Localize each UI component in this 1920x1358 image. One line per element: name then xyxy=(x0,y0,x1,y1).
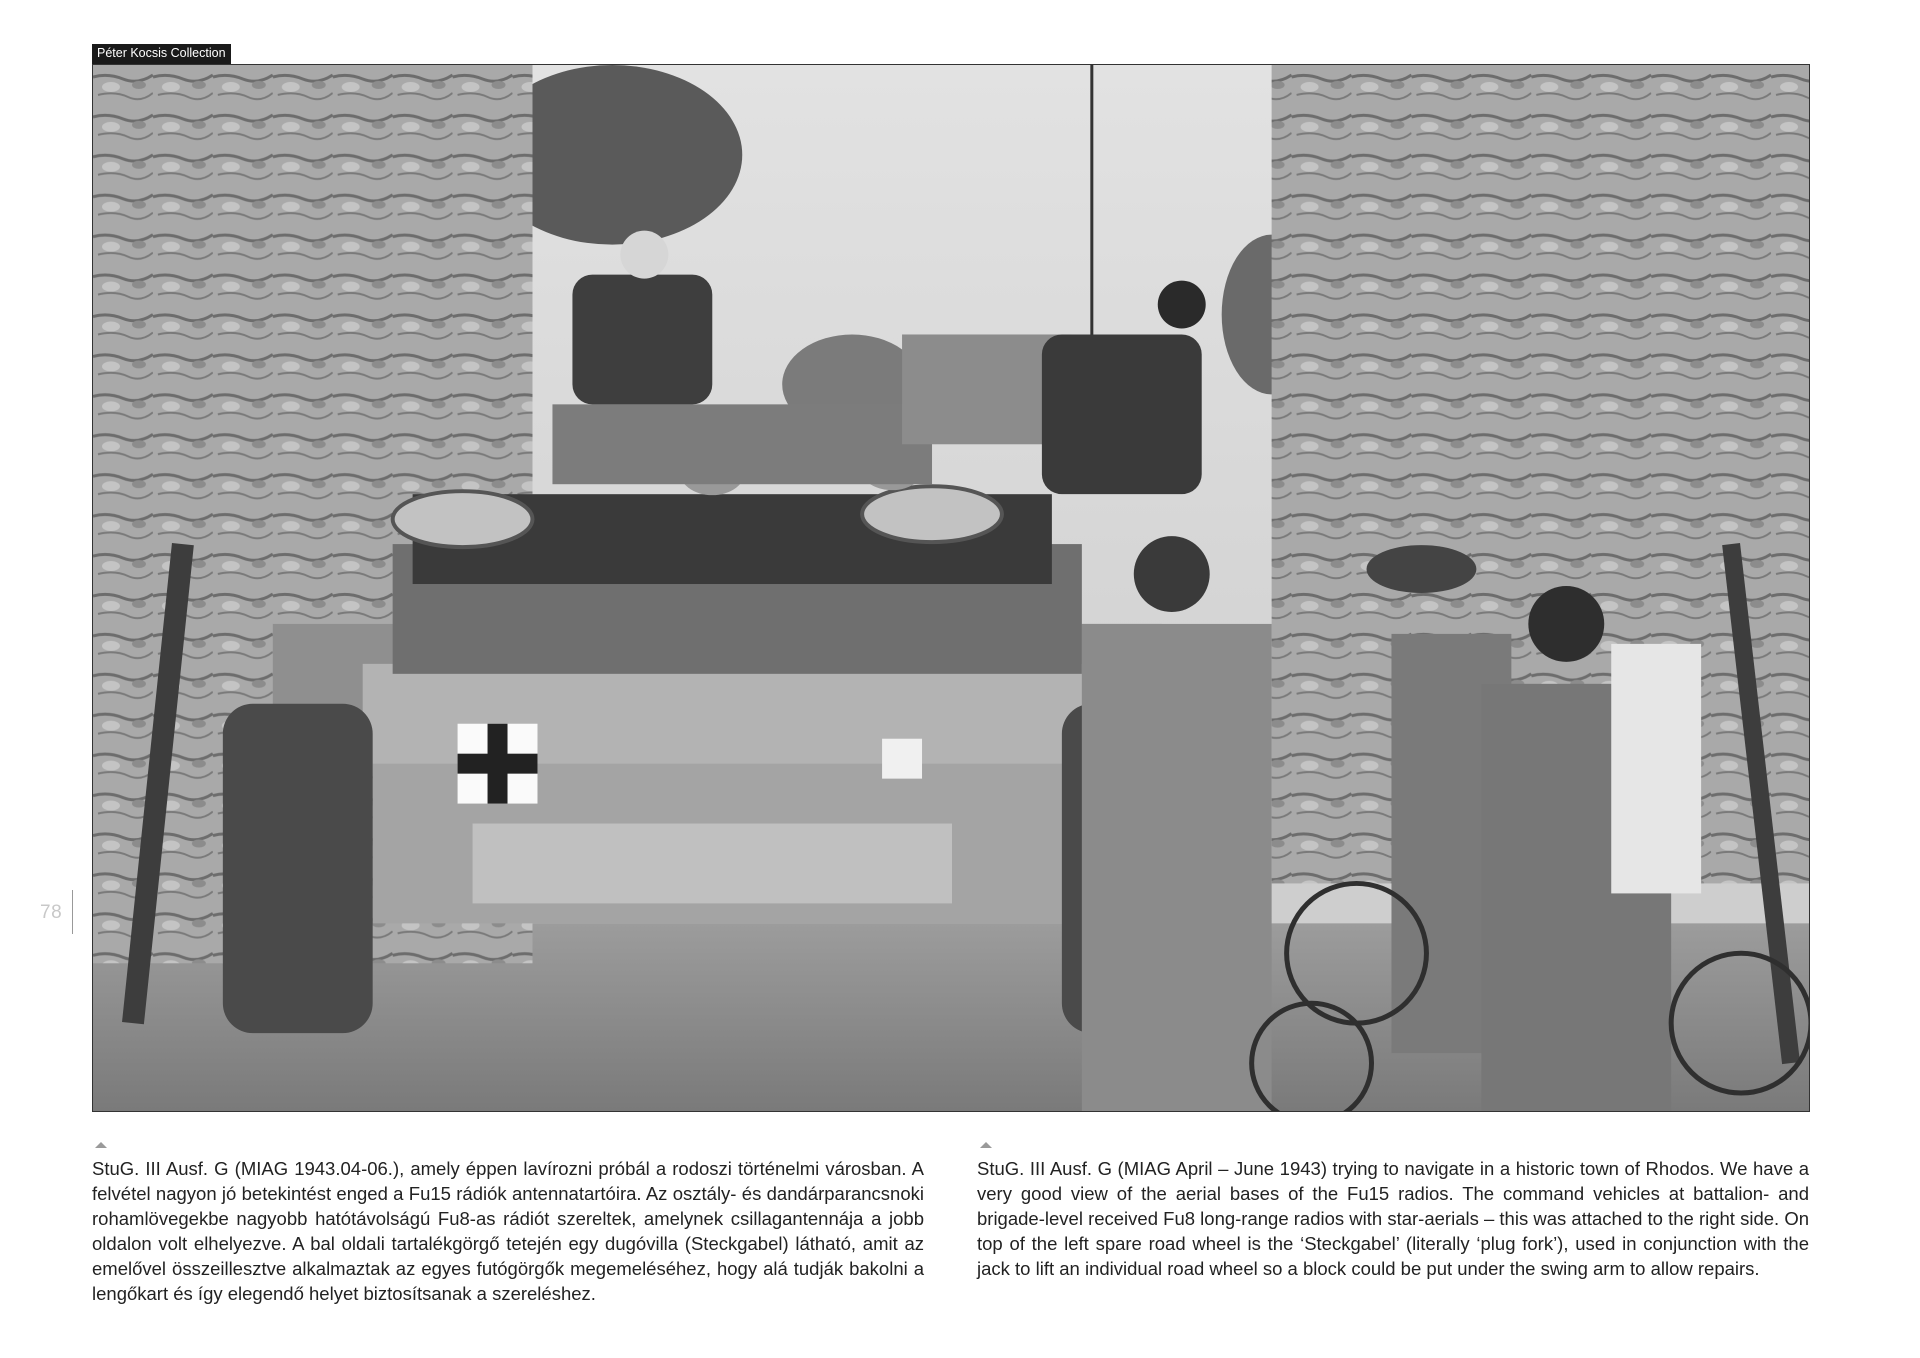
caption-up-arrow-icon xyxy=(95,1142,107,1148)
caption-english xyxy=(977,1142,1809,1281)
page-number: 78 xyxy=(40,902,63,923)
historical-photograph xyxy=(92,64,1810,1112)
photo-credit: Péter Kocsis Collection xyxy=(92,44,231,64)
caption-hungarian xyxy=(92,1142,924,1306)
caption-english-text: StuG. III Ausf. G (MIAG April – June 1943) trying to navigate in a historic town of Rhodos. We have a very good view of the aerial bases of the Fu15 radios. The command vehicles at battalion- and brigade-level received Fu8 long-range radios with star-aerials – this was attached to the right side. On top of the left spare road wheel is the ‘Steckgabel’ (literally ‘plug fork’), used in conjunction with the jack to lift an individual road wheel so a block could be put under the swing arm to allow repairs. xyxy=(977,1158,1809,1279)
caption-up-arrow-icon xyxy=(980,1142,992,1148)
caption-hungarian-text: StuG. III Ausf. G (MIAG 1943.04-06.), amely éppen lavírozni próbál a rodoszi történelmi városban. A felvétel nagyon jó betekintést enged a Fu15 rádiók antennatartóira. Az osztály- és dandárparancsnoki rohamlövegekbe nagyobb hatótávolságú Fu8-as rádiót szereltek, amelynek csillagantennája a jobb oldalon volt elhelyezve. A bal oldali tartalékgörgő tetején egy dugóvilla (Steckgabel) látható, amit az emelővel összeillesztve alkalmaztak az egyes futógörgők megemeléséhez, hogy alá tudják bakolni a lengőkart és így elegendő helyet biztosítsanak a szereléshez. xyxy=(92,1158,924,1304)
page-number-divider xyxy=(72,890,73,934)
